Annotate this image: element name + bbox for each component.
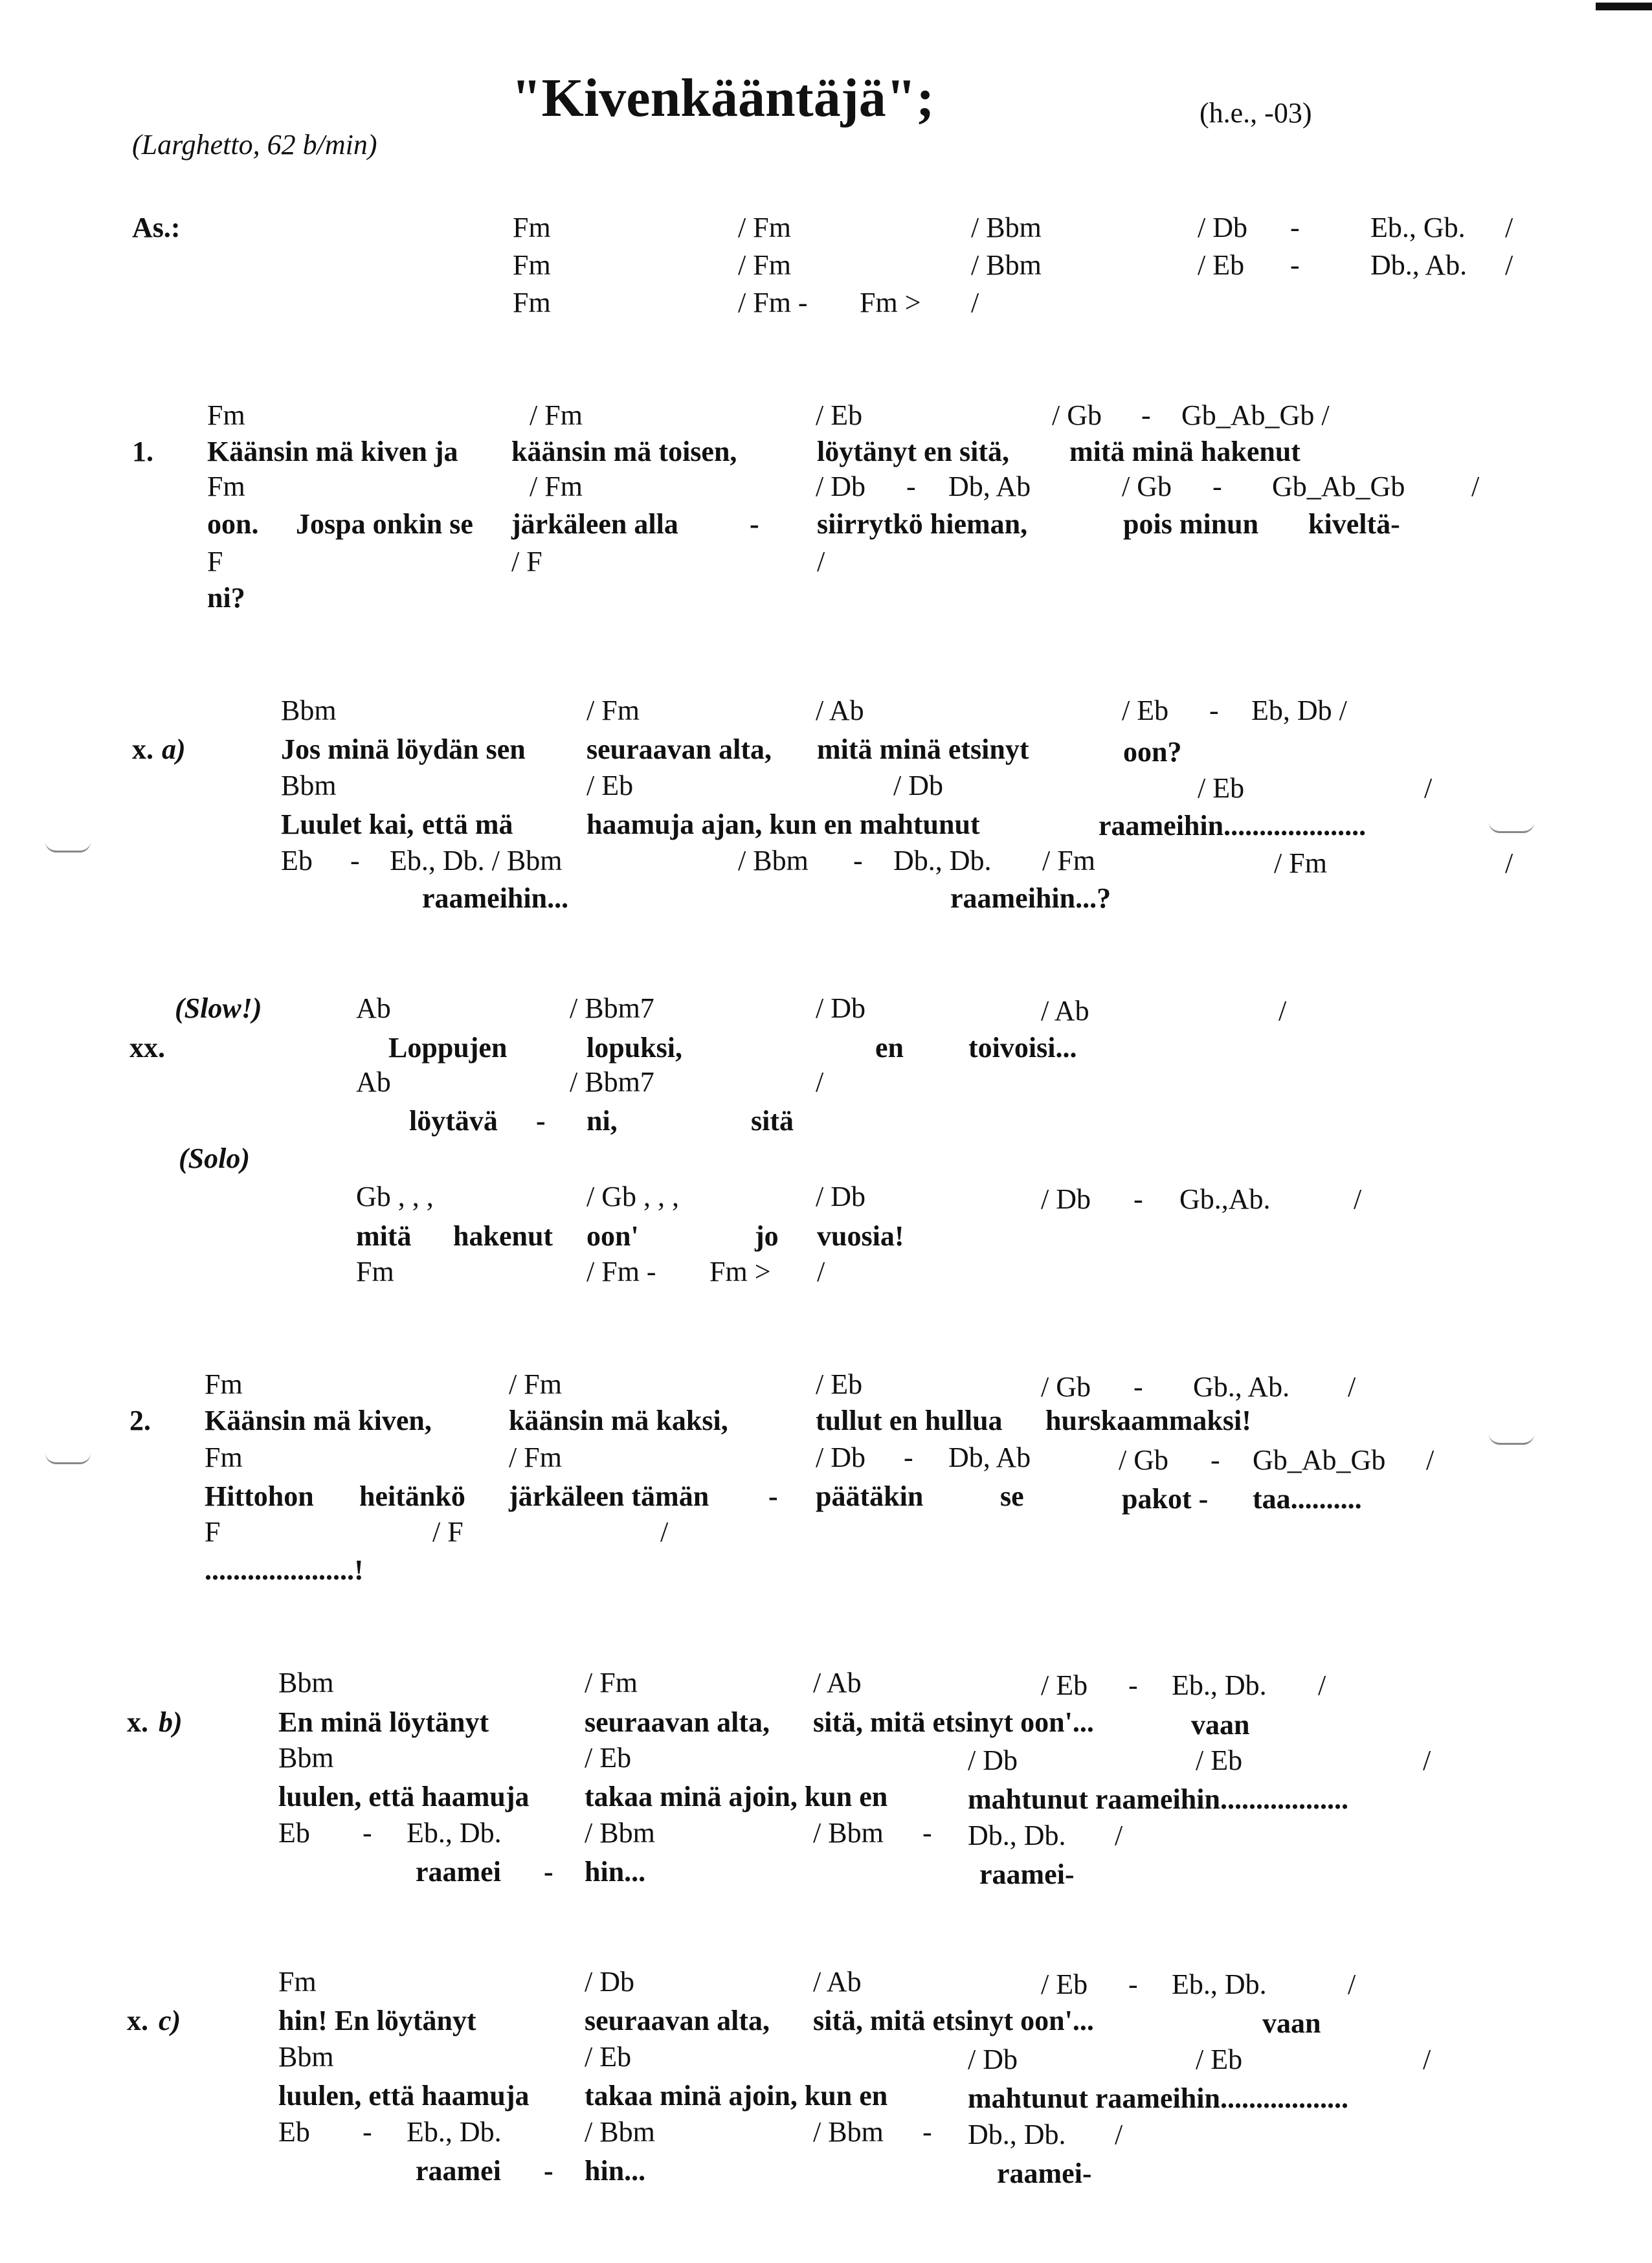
chord: / Fm - <box>586 1256 656 1288</box>
lyric: Hittohon <box>205 1480 314 1512</box>
chord-dash: - <box>1290 212 1300 243</box>
chord-dash: - <box>1128 1669 1138 1701</box>
bar-line: / <box>1115 1820 1123 1851</box>
author-note: (h.e., -03) <box>1200 97 1312 129</box>
lyric-dash: - <box>768 1480 778 1512</box>
chord: Fm <box>513 287 551 318</box>
chord: Gb_Ab_Gb <box>1272 471 1405 502</box>
chord: Eb., Db. <box>407 1817 502 1849</box>
chord: Eb., Db. / Bbm <box>390 845 563 876</box>
chord-dash: - <box>922 1817 932 1849</box>
chord: / Eb <box>585 2041 632 2073</box>
lyric: heitänkö <box>359 1480 465 1512</box>
lyric: haamuja ajan, kun en mahtunut <box>586 808 980 840</box>
chord-dash: - <box>1290 249 1300 281</box>
lyric: mahtunut raameihin.................. <box>968 2082 1348 2114</box>
chord: / Bbm <box>738 845 809 876</box>
chord: / Bbm <box>585 2116 655 2148</box>
chord: F <box>207 546 223 577</box>
lyric: raamei <box>416 1856 501 1888</box>
chord: Eb, Db / <box>1251 695 1347 726</box>
lyric: raamei <box>416 2155 501 2187</box>
chord-dash: - <box>1141 399 1151 431</box>
lyric: vuosia! <box>817 1220 904 1252</box>
bar-line: / <box>1278 995 1287 1027</box>
bar-line: / <box>817 546 825 577</box>
lyric-dash: - <box>544 2155 553 2187</box>
chord: / Eb <box>1198 249 1245 281</box>
chord: / Ab <box>1041 995 1089 1027</box>
chord: / Fm <box>509 1368 562 1400</box>
chord-dash: - <box>1209 695 1219 726</box>
chord: / Gb <box>1122 471 1172 502</box>
lyric: Luulet kai, <box>281 808 414 840</box>
chord: / Db <box>968 2044 1018 2075</box>
chord: F <box>205 1516 221 1548</box>
lyric: hurskaammaksi! <box>1045 1405 1251 1436</box>
chord: / F <box>511 546 542 577</box>
chord-dash: - <box>906 471 916 502</box>
chord: Fm <box>207 471 245 502</box>
lyric: päätäkin <box>816 1480 924 1512</box>
chord: Db, Ab <box>948 1442 1031 1473</box>
bar-line: / <box>817 1256 825 1288</box>
bridge-label: xx. <box>129 1032 165 1064</box>
chord: Eb <box>278 2116 310 2148</box>
bar-line: / <box>1426 1444 1434 1476</box>
chord: Fm <box>278 1966 317 1998</box>
chorus-sublabel: a) <box>162 733 186 765</box>
lyric: käänsin mä toisen, <box>511 436 737 467</box>
chord: / Db <box>816 471 865 502</box>
chorus-label: x. <box>132 733 153 765</box>
chord: Bbm <box>281 770 337 801</box>
lyric: ni, <box>586 1105 618 1137</box>
chord: Fm <box>205 1442 243 1473</box>
lyric-dash: - <box>544 1856 553 1888</box>
lyric: järkäleen tämän <box>509 1480 709 1512</box>
chord: / Db <box>968 1745 1018 1776</box>
chord-dash: - <box>1212 471 1222 502</box>
lyric: pois minun <box>1123 508 1259 540</box>
lyric: hin... <box>585 2155 646 2187</box>
chord-dash: - <box>1211 1444 1220 1476</box>
chord: Bbm <box>278 1667 334 1699</box>
chord: Eb., Db. <box>407 2116 502 2148</box>
lyric: seuraavan alta, <box>585 2005 770 2036</box>
lyric: pakot - <box>1122 1483 1209 1515</box>
bar-line: / <box>1348 1968 1356 2000</box>
verse-number: 1. <box>132 436 153 467</box>
lyric: toivoisi... <box>968 1032 1077 1064</box>
bar-line: / <box>1505 847 1513 879</box>
lyric: en <box>875 1032 904 1064</box>
lyric: vaan <box>1191 1709 1250 1741</box>
chord: Fm <box>205 1368 243 1400</box>
bar-line: / <box>1354 1183 1362 1215</box>
chord: / Bbm <box>585 1817 655 1849</box>
chorus-sublabel: b) <box>159 1706 183 1738</box>
lyric: Jos minä löydän sen <box>281 733 526 765</box>
chord: Db., Ab. <box>1370 249 1468 281</box>
chord: / Db <box>585 1966 634 1998</box>
lyric: mitä minä etsinyt <box>817 733 1029 765</box>
chord: / Ab <box>813 1966 862 1998</box>
chord-dash: - <box>904 1442 913 1473</box>
tempo-note: (Slow!) <box>175 992 262 1024</box>
chorus-sublabel: c) <box>159 2005 181 2036</box>
lyric: Loppujen <box>388 1032 508 1064</box>
bar-line: / <box>1471 471 1480 502</box>
chord: / Ab <box>813 1667 862 1699</box>
chord: / Eb <box>1196 1745 1243 1776</box>
chord: / Fm <box>585 1667 638 1699</box>
lyric: oon. <box>207 508 259 540</box>
chord: Gb_Ab_Gb <box>1253 1444 1386 1476</box>
chord: / Eb <box>816 1368 863 1400</box>
lyric: hin! En löytänyt <box>278 2005 476 2036</box>
verse-number: 2. <box>129 1405 151 1436</box>
section-label: As.: <box>132 212 181 243</box>
solo-note: (Solo) <box>179 1143 250 1174</box>
bar-line: / <box>1505 212 1513 243</box>
chord: / Fm <box>586 695 640 726</box>
chord: Eb., Db. <box>1172 1968 1267 2000</box>
lyric: taa.......... <box>1253 1483 1362 1515</box>
lyric: vaan <box>1262 2007 1321 2039</box>
chord: Bbm <box>278 1742 334 1774</box>
lyric: hin... <box>585 1856 646 1888</box>
chord: / Db <box>1198 212 1247 243</box>
lyric: En minä löytänyt <box>278 1706 489 1738</box>
bar-line: / <box>816 1066 824 1098</box>
chord: Ab <box>356 1066 391 1098</box>
chord: Gb_Ab_Gb / <box>1181 399 1330 431</box>
chord: Fm > <box>860 287 921 318</box>
chord: / Bbm7 <box>570 992 654 1024</box>
lyric: se <box>1000 1480 1024 1512</box>
lyric: että mä <box>422 808 513 840</box>
lyric: käänsin mä kaksi, <box>509 1405 728 1436</box>
lyric: löytänyt en sitä, <box>817 436 1009 467</box>
chord: / Fm <box>738 212 791 243</box>
lyric: siirrytkö hieman, <box>817 508 1028 540</box>
lyric-dash: - <box>750 508 759 540</box>
song-title: "Kivenkääntäjä"; <box>511 68 935 128</box>
bar-line: / <box>1115 2119 1123 2150</box>
chord: / Gb , , , <box>586 1181 679 1212</box>
chord-dash: - <box>363 1817 372 1849</box>
chord: / Db <box>816 1442 865 1473</box>
chord: Fm > <box>709 1256 771 1288</box>
chord: / Eb <box>585 1742 632 1774</box>
chord: / Db <box>816 992 865 1024</box>
lyric: takaa minä ajoin, kun en <box>585 1781 888 1812</box>
chord: / Eb <box>1198 772 1245 804</box>
lyric: takaa minä ajoin, kun en <box>585 2080 888 2112</box>
chord: Db., Db. <box>968 2119 1066 2150</box>
chord: / Bbm <box>971 249 1042 281</box>
chord: / Eb <box>586 770 634 801</box>
chord: / Eb <box>816 399 863 431</box>
chord: / Eb <box>1041 1968 1088 2000</box>
chord: / Ab <box>816 695 864 726</box>
chord: / Fm <box>530 471 583 502</box>
chord-dash: - <box>1128 1968 1138 2000</box>
tempo-marking: (Larghetto, 62 b/min) <box>132 129 377 161</box>
lyric: luulen, että haamuja <box>278 2080 530 2112</box>
lyric: raamei- <box>979 1858 1075 1890</box>
lyric: kiveltä- <box>1308 508 1400 540</box>
bar-line: / <box>1423 2044 1431 2075</box>
chord: / Gb <box>1119 1444 1168 1476</box>
chord: / Bbm <box>971 212 1042 243</box>
chord: / Db <box>893 770 943 801</box>
lyric: mitä minä hakenut <box>1069 436 1300 467</box>
chord: Db., Db. <box>893 845 992 876</box>
scan-mark-right <box>1489 1434 1534 1445</box>
chord-dash: - <box>1133 1371 1143 1403</box>
chord: / Eb <box>1122 695 1169 726</box>
lyric: raameihin...? <box>950 882 1111 914</box>
chord: / Fm <box>1042 845 1095 876</box>
lyric: raameihin... <box>422 882 569 914</box>
chord: Db., Db. <box>968 1820 1066 1851</box>
chord: / Fm <box>738 249 791 281</box>
lyric: Käänsin mä kiven ja <box>207 436 458 467</box>
bar-line: / <box>971 287 979 318</box>
lyric: oon? <box>1123 736 1182 768</box>
chord: Gb.,Ab. <box>1179 1183 1271 1215</box>
lyric: sitä, mitä etsinyt oon'... <box>813 2005 1094 2036</box>
chord: / Eb <box>1041 1669 1088 1701</box>
bar-line: / <box>1348 1371 1356 1403</box>
chord: / Bbm <box>813 1817 884 1849</box>
chord: Eb., Gb. <box>1370 212 1466 243</box>
lyric: lopuksi, <box>586 1032 682 1064</box>
chord: / Eb <box>1196 2044 1243 2075</box>
chord: / Bbm7 <box>570 1066 654 1098</box>
chord: Eb <box>278 1817 310 1849</box>
lyric: sitä <box>751 1105 794 1137</box>
scan-corner-mark <box>1596 3 1652 10</box>
chord: / Fm - <box>738 287 808 318</box>
chord-dash: - <box>1133 1183 1143 1215</box>
chord: / Gb <box>1052 399 1102 431</box>
chord: Fm <box>513 212 551 243</box>
lyric: järkäleen alla <box>511 508 678 540</box>
chord: Bbm <box>281 695 337 726</box>
lyric: seuraavan alta, <box>586 733 772 765</box>
lyric: raameihin.................... <box>1099 810 1367 842</box>
chord: / Gb <box>1041 1371 1091 1403</box>
chord-dash: - <box>363 2116 372 2148</box>
chord: / Fm <box>530 399 583 431</box>
chord-dash: - <box>922 2116 932 2148</box>
scan-mark-left <box>45 842 91 853</box>
chorus-label: x. <box>127 1706 148 1738</box>
lyric: Käänsin mä kiven, <box>205 1405 432 1436</box>
chord-dash: - <box>853 845 863 876</box>
chord: Fm <box>513 249 551 281</box>
chord: / Db <box>1041 1183 1091 1215</box>
lyric: löytävä <box>409 1105 498 1137</box>
bar-line: / <box>1318 1669 1326 1701</box>
chord: / Db <box>816 1181 865 1212</box>
lyric: tullut en hullua <box>816 1405 1003 1436</box>
lyric: jo <box>755 1220 779 1252</box>
chord: Gb., Ab. <box>1193 1371 1290 1403</box>
scan-mark-right <box>1489 822 1534 833</box>
lyric-dash: - <box>536 1105 546 1137</box>
lyric: luulen, että haamuja <box>278 1781 530 1812</box>
bar-line: / <box>660 1516 669 1548</box>
lyric: raamei- <box>997 2157 1092 2189</box>
chord: Ab <box>356 992 391 1024</box>
scan-mark-left <box>45 1453 91 1464</box>
chord: Eb <box>281 845 313 876</box>
lyric: Jospa onkin se <box>296 508 473 540</box>
bar-line: / <box>1505 249 1513 281</box>
chord: / F <box>432 1516 463 1548</box>
bar-line: / <box>1424 772 1433 804</box>
lyric: sitä, mitä etsinyt oon'... <box>813 1706 1094 1738</box>
chord: Db, Ab <box>948 471 1031 502</box>
lyric: .....................! <box>205 1554 364 1586</box>
chord: Eb., Db. <box>1172 1669 1267 1701</box>
chord: Fm <box>207 399 245 431</box>
chord: Fm <box>356 1256 394 1288</box>
chord: / Fm <box>1274 847 1327 879</box>
chord: / Bbm <box>813 2116 884 2148</box>
chorus-label: x. <box>127 2005 148 2036</box>
chord: / Fm <box>509 1442 562 1473</box>
bar-line: / <box>1423 1745 1431 1776</box>
lyric: ni? <box>207 582 245 614</box>
chord-dash: - <box>350 845 360 876</box>
chord: Gb , , , <box>356 1181 434 1212</box>
lyric: mitä <box>356 1220 412 1252</box>
lyric: hakenut <box>453 1220 553 1252</box>
chord: Bbm <box>278 2041 334 2073</box>
lyric: oon' <box>586 1220 639 1252</box>
lyric: mahtunut raameihin.................. <box>968 1783 1348 1815</box>
lyric: seuraavan alta, <box>585 1706 770 1738</box>
